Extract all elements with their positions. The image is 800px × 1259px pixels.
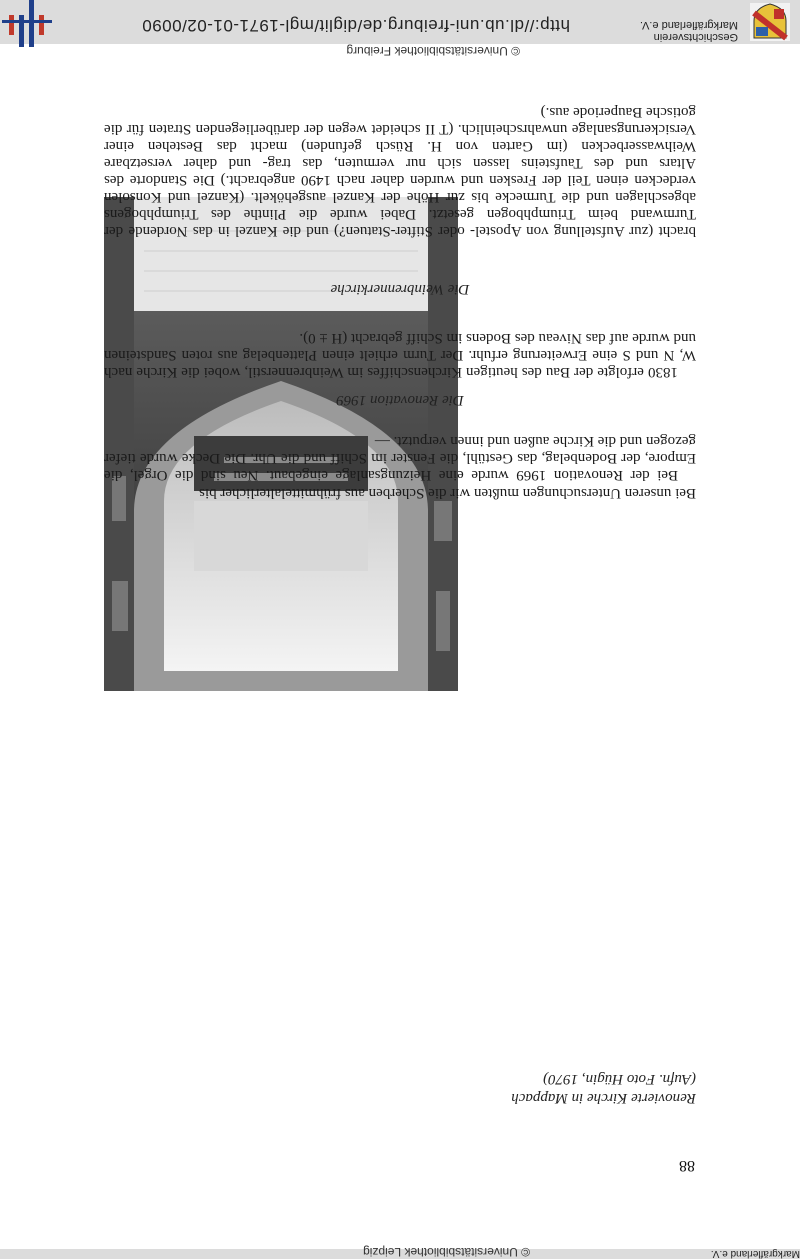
society-edge-text: Markgräflerland e.V. bbox=[710, 1248, 800, 1259]
copyright-edge-text: © Universitätsbibliothek Leipzig bbox=[363, 1245, 530, 1259]
heading-renovation: Die Renovation 1969 bbox=[336, 392, 464, 408]
page-number: 88 bbox=[679, 1157, 695, 1174]
society-name bbox=[640, 19, 738, 43]
university-logo-icon[interactable] bbox=[2, 0, 52, 47]
society-crest-icon[interactable] bbox=[750, 3, 790, 41]
society-line-2: Markgräflerland e.V. bbox=[639, 19, 738, 31]
page-url-link[interactable]: http://dl.ub.uni-freiburg.de/diglit/mgl-1971-01-02/0090 bbox=[141, 16, 570, 35]
paragraph-renovation: Bei der Renovation 1969 wurde eine Heizungsanlage eingebaut. Neu sind die Orgel, die Empore, der Bodenbelag, das Gestühl, die Fenster im Schiff und die Uhr. Die Decke wurde tiefer gezogen und die Kirche außen und innen verputzt. — bbox=[104, 433, 696, 483]
photo-caption: Renovierte Kirche in Mappach (Aufn. Foto Hügin, 1970) bbox=[511, 1071, 696, 1106]
heading-weinbrennerkirche: Die Weinbrennerkirche bbox=[330, 281, 470, 297]
copyright-text: © Universitätsbibliothek Freiburg bbox=[346, 44, 520, 58]
society-line-1: Geschichtsverein bbox=[653, 31, 738, 43]
paragraph-intro: bracht (zur Aufstellung von Apostel- oder Stifter-Statuen?) und die Kanzel in das Nordende der Turmwand beim Triumphbogen gesetzt. Dabei wurde die Plinthe des Triumphbogens abgeschlagen und die Turmecke bis zur Höhe der Kanzel ausgehökelt. (Kanzel und Konsolen verdecken einen Teil der Fresken und wurden daher nach 1490 angebracht.) Die Standorte des Altars und des Taufsteins lassen sich nur vermuten, das trag- und daher versetzbare Weihwasserbecken (im Garten von H. Rüsch gefunden) macht das Bestehen einer Versickerungsanlage unwahrscheinlich. (T II scheidet wegen der darüberliegenden Straten für die gotische Bauperiode aus.) bbox=[104, 104, 696, 239]
paragraph-weinbrenner: 1830 erfolgte der Bau des heutigen Kirchenschiffes im Weinbrennerstil, wobei die Kirche nach W, N und S eine Erweiterung erfuhr. Der Turm erhielt einen Plattenbelag aus roten Sandsteinen und wurde auf das Niveau des Bodens im Schiff gebracht (H ± 0). bbox=[104, 330, 696, 380]
paragraph-investigation: Bei unseren Untersuchungen mußten wir die Scherben aus frühmittelalterlicher bis bbox=[199, 485, 696, 501]
